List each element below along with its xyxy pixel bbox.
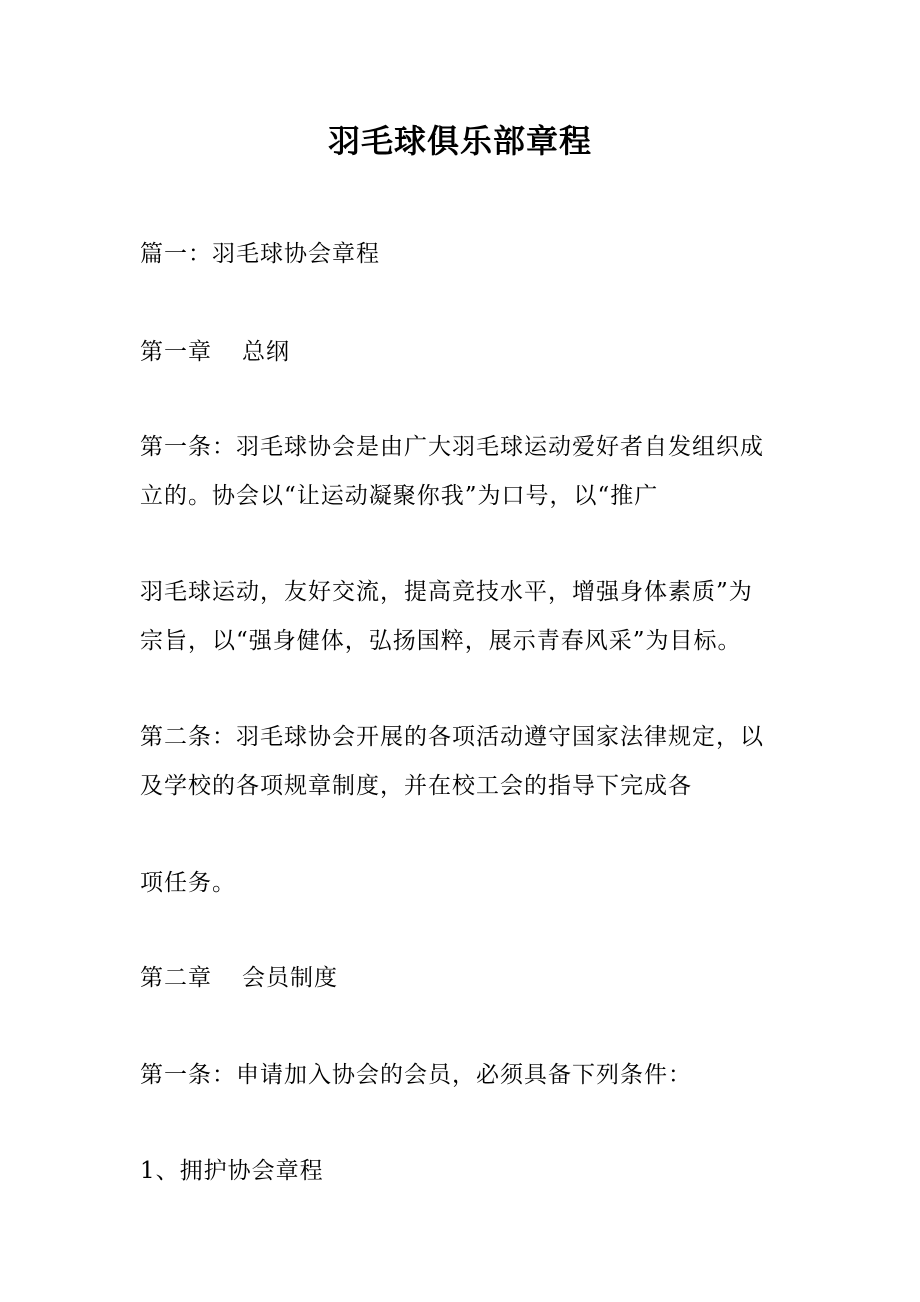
paragraph-line: 第一条：羽毛球协会是由广大羽毛球运动爱好者自发组织成	[140, 434, 764, 460]
chapter-title: 会员制度	[242, 965, 338, 991]
chapter-heading	[140, 961, 820, 995]
paragraph-line: 宗旨，以“强身健体，弘扬国粹，展示青春风采”为目标。	[140, 628, 742, 654]
list-item: 1、拥护协会章程	[140, 1158, 324, 1184]
chapter-title: 总纲	[242, 339, 290, 365]
section-heading: 篇一：羽毛球协会章程	[140, 241, 380, 267]
chapter-number: 第一章	[140, 339, 212, 365]
paragraph-line: 第二条：羽毛球协会开展的各项活动遵守国家法律规定，以	[140, 724, 764, 750]
chapter-number: 第二章	[140, 965, 212, 991]
paragraph-line: 及学校的各项规章制度，并在校工会的指导下完成各	[140, 773, 692, 799]
chapter-heading	[140, 335, 820, 369]
document-title: 羽毛球俱乐部章程	[327, 122, 592, 160]
paragraph-line: 立的。协会以“让运动凝聚你我”为口号，以“推广	[140, 483, 659, 509]
paragraph-line: 第一条：申请加入协会的会员，必须具备下列条件：	[140, 1062, 692, 1088]
paragraph-line: 羽毛球运动，友好交流，提高竞技水平，增强身体素质”为	[140, 579, 753, 605]
paragraph-line: 项任务。	[140, 870, 236, 896]
